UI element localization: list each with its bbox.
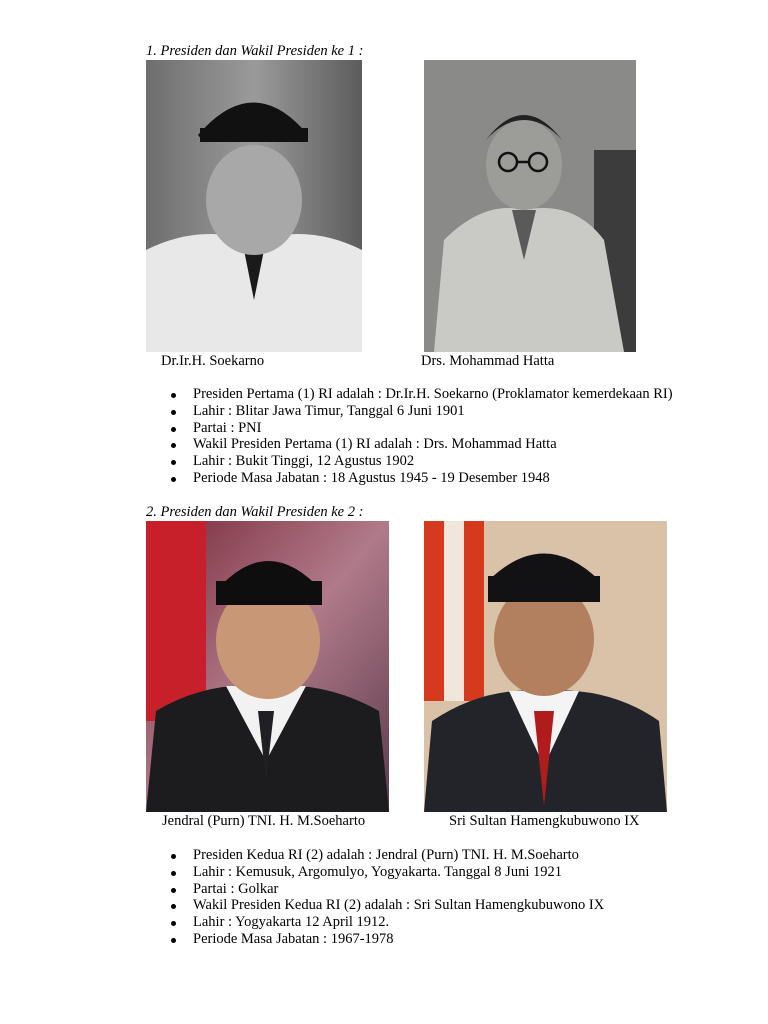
section-1-heading: 1. Presiden dan Wakil Presiden ke 1 :	[146, 43, 364, 59]
caption-soeharto: Jendral (Purn) TNI. H. M.Soeharto	[162, 813, 366, 829]
photo-soekarno	[146, 60, 362, 352]
list-item: Wakil Presiden Pertama (1) RI adalah : Drs. Mohammad Hatta	[146, 436, 673, 453]
caption-soekarno: Dr.Ir.H. Soekarno	[161, 353, 265, 369]
list-item: Presiden Pertama (1) RI adalah : Dr.Ir.H. Soekarno (Proklamator kemerdekaan RI)	[146, 386, 673, 403]
section-2-heading: 2. Presiden dan Wakil Presiden ke 2 :	[146, 504, 364, 520]
list-item: Lahir : Blitar Jawa Timur, Tanggal 6 Juni 1901	[146, 403, 673, 420]
list-item: Wakil Presiden Kedua RI (2) adalah : Sri Sultan Hamengkubuwono IX	[146, 897, 604, 914]
photo-soeharto	[146, 521, 389, 812]
caption-hatta: Drs. Mohammad Hatta	[421, 353, 555, 369]
caption-hamengkubuwono: Sri Sultan Hamengkubuwono IX	[449, 813, 640, 829]
list-item: Presiden Kedua RI (2) adalah : Jendral (Purn) TNI. H. M.Soeharto	[146, 847, 604, 864]
list-item: Lahir : Kemusuk, Argomulyo, Yogyakarta. Tanggal 8 Juni 1921	[146, 864, 604, 881]
list-item: Partai : PNI	[146, 420, 673, 437]
list-item: Lahir : Bukit Tinggi, 12 Agustus 1902	[146, 453, 673, 470]
list-item: Partai : Golkar	[146, 881, 604, 898]
photo-hamengkubuwono	[424, 521, 667, 812]
section-1-facts	[146, 386, 673, 487]
photo-hatta	[424, 60, 636, 352]
list-item: Periode Masa Jabatan : 18 Agustus 1945 - 19 Desember 1948	[146, 470, 673, 487]
list-item: Lahir : Yogyakarta 12 April 1912.	[146, 914, 604, 931]
section-2-facts	[146, 847, 604, 948]
list-item: Periode Masa Jabatan : 1967-1978	[146, 931, 604, 948]
